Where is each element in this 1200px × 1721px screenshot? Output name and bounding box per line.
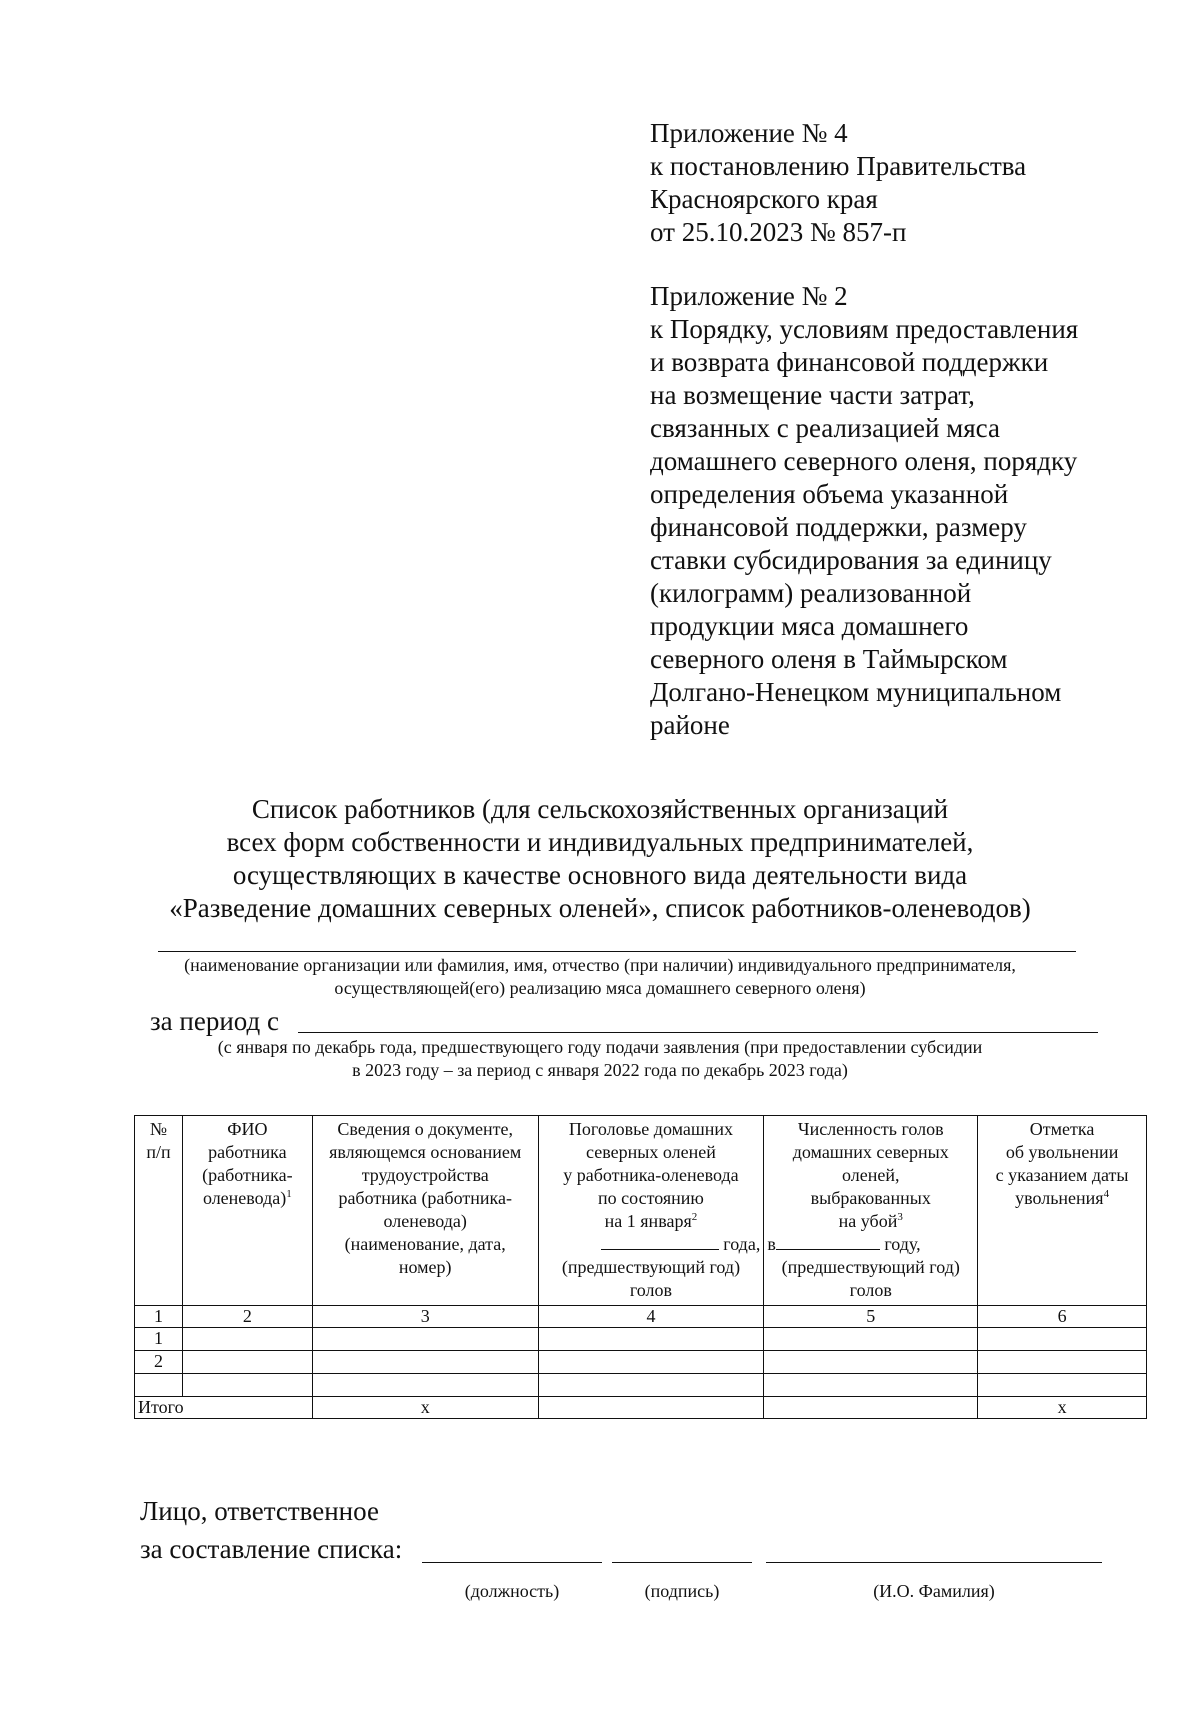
- table-cell[interactable]: [764, 1328, 978, 1351]
- table-cell[interactable]: [182, 1374, 312, 1397]
- annex-2-line: Долгано-Ненецком муниципальном: [650, 677, 1062, 707]
- table-cell[interactable]: [764, 1351, 978, 1374]
- header-dismissal: [978, 1116, 1147, 1306]
- footnote-mark: 2: [691, 1211, 698, 1223]
- header-text: п/п: [146, 1142, 171, 1162]
- org-name-line[interactable]: [158, 951, 1076, 952]
- org-name-hint: [120, 954, 1080, 1000]
- workers-table: [134, 1115, 1147, 1419]
- row-number: 2: [135, 1351, 183, 1374]
- signature-caption: (подпись): [644, 1581, 720, 1601]
- header-text: работника: [208, 1142, 287, 1162]
- header-text: оленей,: [842, 1165, 900, 1185]
- table-cell[interactable]: [978, 1374, 1147, 1397]
- total-row: [135, 1397, 1147, 1419]
- annex-2-line: Приложение № 2: [650, 281, 848, 311]
- header-text: работника (работника-: [338, 1188, 512, 1208]
- header-text: ФИО: [227, 1119, 268, 1139]
- footnote-mark: 3: [897, 1211, 903, 1223]
- header-text: в: [767, 1234, 776, 1254]
- header-text: на убой: [838, 1211, 898, 1231]
- header-text: увольнения: [1015, 1188, 1104, 1208]
- table-header-row: [135, 1116, 1147, 1306]
- header-text: об увольнении: [1005, 1142, 1119, 1162]
- annex-4-line: Красноярского края: [650, 184, 878, 214]
- annex-2-line: связанных с реализацией мяса: [650, 413, 1000, 443]
- table-cell[interactable]: [312, 1328, 538, 1351]
- title-line: осуществляющих в качестве основного вида деятельности вида: [232, 860, 968, 890]
- annex-2-line: ставки субсидирования за единицу: [650, 545, 1052, 575]
- header-text: с указанием даты: [995, 1165, 1129, 1185]
- total-cell[interactable]: [764, 1397, 978, 1419]
- responsible-label-line1: Лицо, ответственное: [140, 1496, 379, 1526]
- annex-2-line: домашнего северного оленя, порядку: [650, 446, 1078, 476]
- column-number-row: [135, 1306, 1147, 1328]
- header-text: году,: [884, 1234, 921, 1254]
- header-text: (предшествующий год): [781, 1257, 960, 1277]
- header-number: [135, 1116, 183, 1306]
- row-number: [135, 1374, 183, 1397]
- header-text: (работника-: [202, 1165, 293, 1185]
- column-number: 3: [312, 1306, 538, 1328]
- annex-2-line: продукции мяса домашнего: [650, 611, 969, 641]
- document-title: [120, 793, 1080, 925]
- header-text: выбракованных: [810, 1188, 931, 1208]
- table-cell[interactable]: [978, 1328, 1147, 1351]
- position-signature-line[interactable]: [422, 1562, 602, 1563]
- annex-2-header: [650, 280, 1078, 742]
- position-caption: (должность): [464, 1581, 560, 1601]
- total-cell-x: х: [978, 1397, 1147, 1419]
- header-document-info: [312, 1116, 538, 1306]
- header-text: у работника-оленевода: [563, 1165, 739, 1185]
- annex-2-line: на возмещение части затрат,: [650, 380, 975, 410]
- annex-2-line: и возврата финансовой поддержки: [650, 347, 1049, 377]
- annex-2-line: к Порядку, условиям предоставления: [650, 314, 1079, 344]
- table-row: [135, 1374, 1147, 1397]
- period-line[interactable]: [298, 1032, 1098, 1033]
- org-hint-line: (наименование организации или фамилия, имя, отчество (при наличии) индивидуального предпринимателя,: [184, 955, 1016, 975]
- column-number: 6: [978, 1306, 1147, 1328]
- year-blank[interactable]: [601, 1235, 719, 1250]
- header-text: номер): [398, 1257, 452, 1277]
- header-text: Отметка: [1029, 1119, 1095, 1139]
- title-line: Список работников (для сельскохозяйственных организаций: [251, 794, 949, 824]
- header-text: домашних северных: [792, 1142, 949, 1162]
- table-cell[interactable]: [538, 1328, 764, 1351]
- period-label: за период с: [150, 1006, 279, 1036]
- column-number: 1: [135, 1306, 183, 1328]
- annex-4-line: от 25.10.2023 № 857-п: [650, 217, 907, 247]
- header-culled-count: [764, 1116, 978, 1306]
- annex-4-line: к постановлению Правительства: [650, 151, 1027, 181]
- header-text: голов: [849, 1280, 892, 1300]
- table-cell[interactable]: [538, 1351, 764, 1374]
- header-text: трудоустройства: [361, 1165, 489, 1185]
- title-line: всех форм собственности и индивидуальных предпринимателей,: [226, 827, 974, 857]
- header-text: (наименование, дата,: [344, 1234, 506, 1254]
- column-number: 5: [764, 1306, 978, 1328]
- total-cell[interactable]: [538, 1397, 764, 1419]
- header-text: на 1 января: [604, 1211, 692, 1231]
- row-number: 1: [135, 1328, 183, 1351]
- table-cell[interactable]: [182, 1351, 312, 1374]
- org-hint-line: осуществляющей(его) реализацию мяса домашнего северного оленя): [334, 978, 866, 998]
- responsible-label-line2: за составление списка:: [140, 1534, 403, 1564]
- annex-4-header: [650, 117, 1026, 249]
- total-cell-x: х: [312, 1397, 538, 1419]
- table-cell[interactable]: [978, 1351, 1147, 1374]
- table-cell[interactable]: [312, 1351, 538, 1374]
- name-caption: (И.О. Фамилия): [873, 1581, 995, 1601]
- column-number: 4: [538, 1306, 764, 1328]
- period-hint: [120, 1036, 1080, 1082]
- annex-2-line: (килограмм) реализованной: [650, 578, 972, 608]
- header-text: оленевода): [383, 1211, 467, 1231]
- table-cell[interactable]: [764, 1374, 978, 1397]
- header-text: оленевода): [202, 1188, 287, 1208]
- annex-2-line: северного оленя в Таймырском: [650, 644, 1008, 674]
- annex-2-line: районе: [650, 710, 730, 740]
- table-row: [135, 1351, 1147, 1374]
- annex-4-line: Приложение № 4: [650, 118, 848, 148]
- header-text: голов: [629, 1280, 673, 1300]
- header-text: Поголовье домашних: [568, 1119, 733, 1139]
- footnote-mark: 4: [1103, 1188, 1110, 1200]
- annex-2-line: финансовой поддержки, размеру: [650, 512, 1027, 542]
- header-text: северных оленей: [586, 1142, 716, 1162]
- table-cell[interactable]: [312, 1374, 538, 1397]
- table-cell[interactable]: [538, 1374, 764, 1397]
- header-text: Численность голов: [797, 1119, 944, 1139]
- name-signature-line[interactable]: [766, 1562, 1102, 1563]
- header-text: являющемся основанием: [329, 1142, 522, 1162]
- footnote-mark: 1: [286, 1188, 292, 1200]
- annex-2-line: определения объема указанной: [650, 479, 1009, 509]
- header-text: Сведения о документе,: [337, 1119, 513, 1139]
- header-text: по состоянию: [598, 1188, 704, 1208]
- signature-line[interactable]: [612, 1562, 752, 1563]
- header-worker-name: [182, 1116, 312, 1306]
- header-livestock-count: [538, 1116, 764, 1306]
- table-cell[interactable]: [182, 1328, 312, 1351]
- header-text: №: [149, 1119, 168, 1139]
- period-hint-line: (с января по декабрь года, предшествующего году подачи заявления (при предоставлении субсидии: [217, 1037, 983, 1057]
- table-row: [135, 1328, 1147, 1351]
- header-text: года,: [723, 1234, 761, 1254]
- year-blank[interactable]: [776, 1235, 880, 1250]
- period-hint-line: в 2023 году – за период с января 2022 года по декабрь 2023 года): [352, 1060, 848, 1080]
- total-label: Итого: [135, 1397, 313, 1419]
- title-line: «Разведение домашних северных оленей», список работников-оленеводов): [169, 893, 1031, 923]
- column-number: 2: [182, 1306, 312, 1328]
- header-text: (предшествующий год): [561, 1257, 741, 1277]
